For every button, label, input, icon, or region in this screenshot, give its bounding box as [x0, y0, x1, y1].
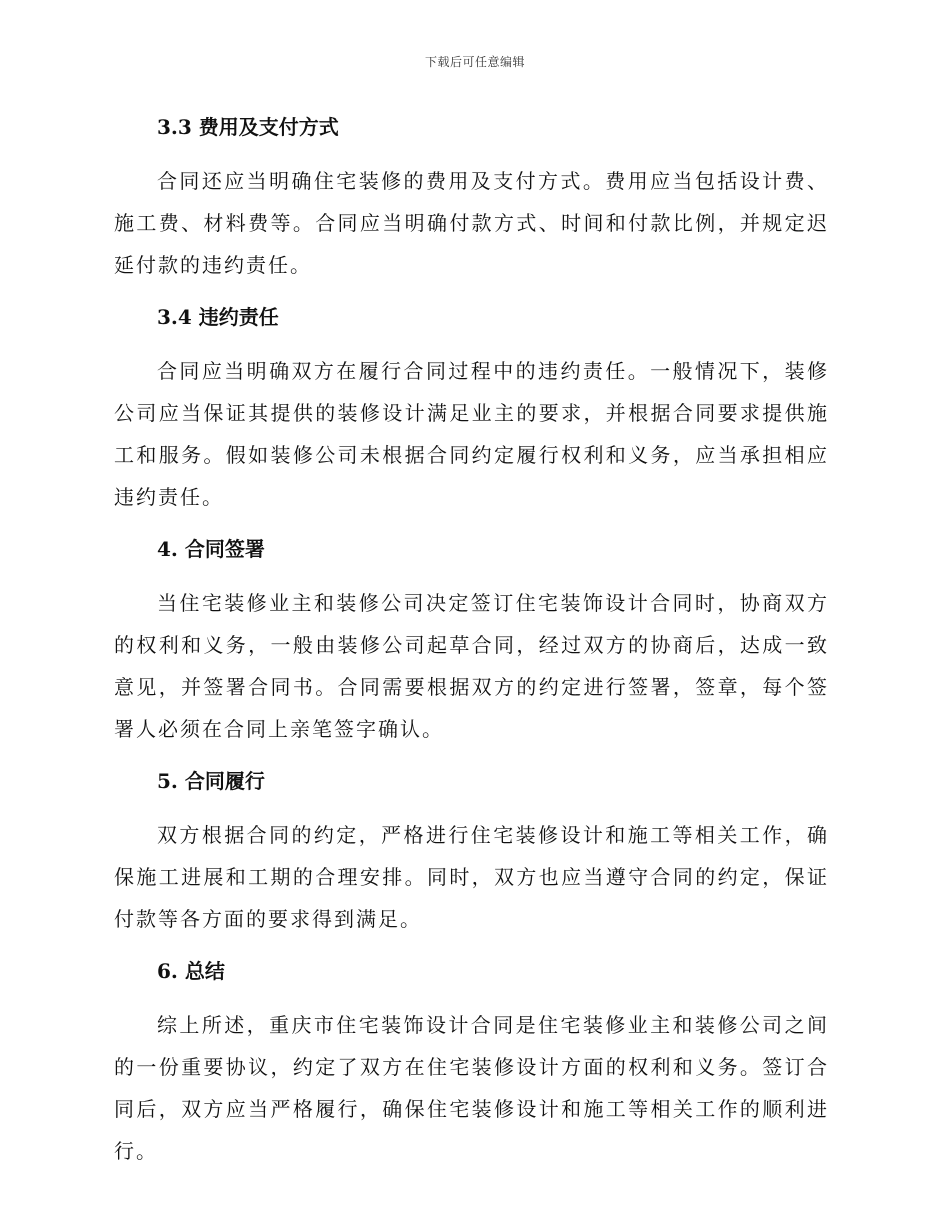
- section-paragraph-3-4: 合同应当明确双方在履行合同过程中的违约责任。一般情况下，装修公司应当保证其提供的装修设计满足业主的要求，并根据合同要求提供施工和服务。假如装修公司未根据合同约定履行权利和义务，应当承担相应违约责任。: [114, 359, 829, 509]
- section-paragraph-5: 双方根据合同的约定，严格进行住宅装修设计和施工等相关工作，确保施工进展和工期的合理安排。同时，双方也应当遵守合同的约定，保证付款等各方面的要求得到满足。: [114, 823, 829, 931]
- page-header: 下载后可任意编辑: [424, 55, 525, 69]
- section-paragraph-4: 当住宅装修业主和装修公司决定签订住宅装饰设计合同时，协商双方的权利和义务，一般由装修公司起草合同，经过双方的协商后，达成一致意见，并签署合同书。合同需要根据双方的约定进行签署，签章，每个签署人必须在合同上亲笔签字确认。: [114, 591, 829, 741]
- section-heading-3-3: 3.3 费用及支付方式: [157, 115, 339, 139]
- section-heading-4: 4. 合同签署: [157, 537, 265, 561]
- section-heading-6: 6. 总结: [157, 959, 225, 983]
- section-paragraph-6: 综上所述，重庆市住宅装饰设计合同是住宅装修业主和装修公司之间的一份重要协议，约定了双方在住宅装修设计方面的权利和义务。签订合同后，双方应当严格履行，确保住宅装修设计和施工等相关工作的顺利进行。: [114, 1013, 829, 1163]
- document-body: [114, 112, 829, 1172]
- section-heading-5: 5. 合同履行: [157, 769, 265, 793]
- section-paragraph-3-3: 合同还应当明确住宅装修的费用及支付方式。费用应当包括设计费、施工费、材料费等。合同应当明确付款方式、时间和付款比例，并规定迟延付款的违约责任。: [114, 169, 829, 277]
- section-heading-3-4: 3.4 违约责任: [157, 305, 279, 329]
